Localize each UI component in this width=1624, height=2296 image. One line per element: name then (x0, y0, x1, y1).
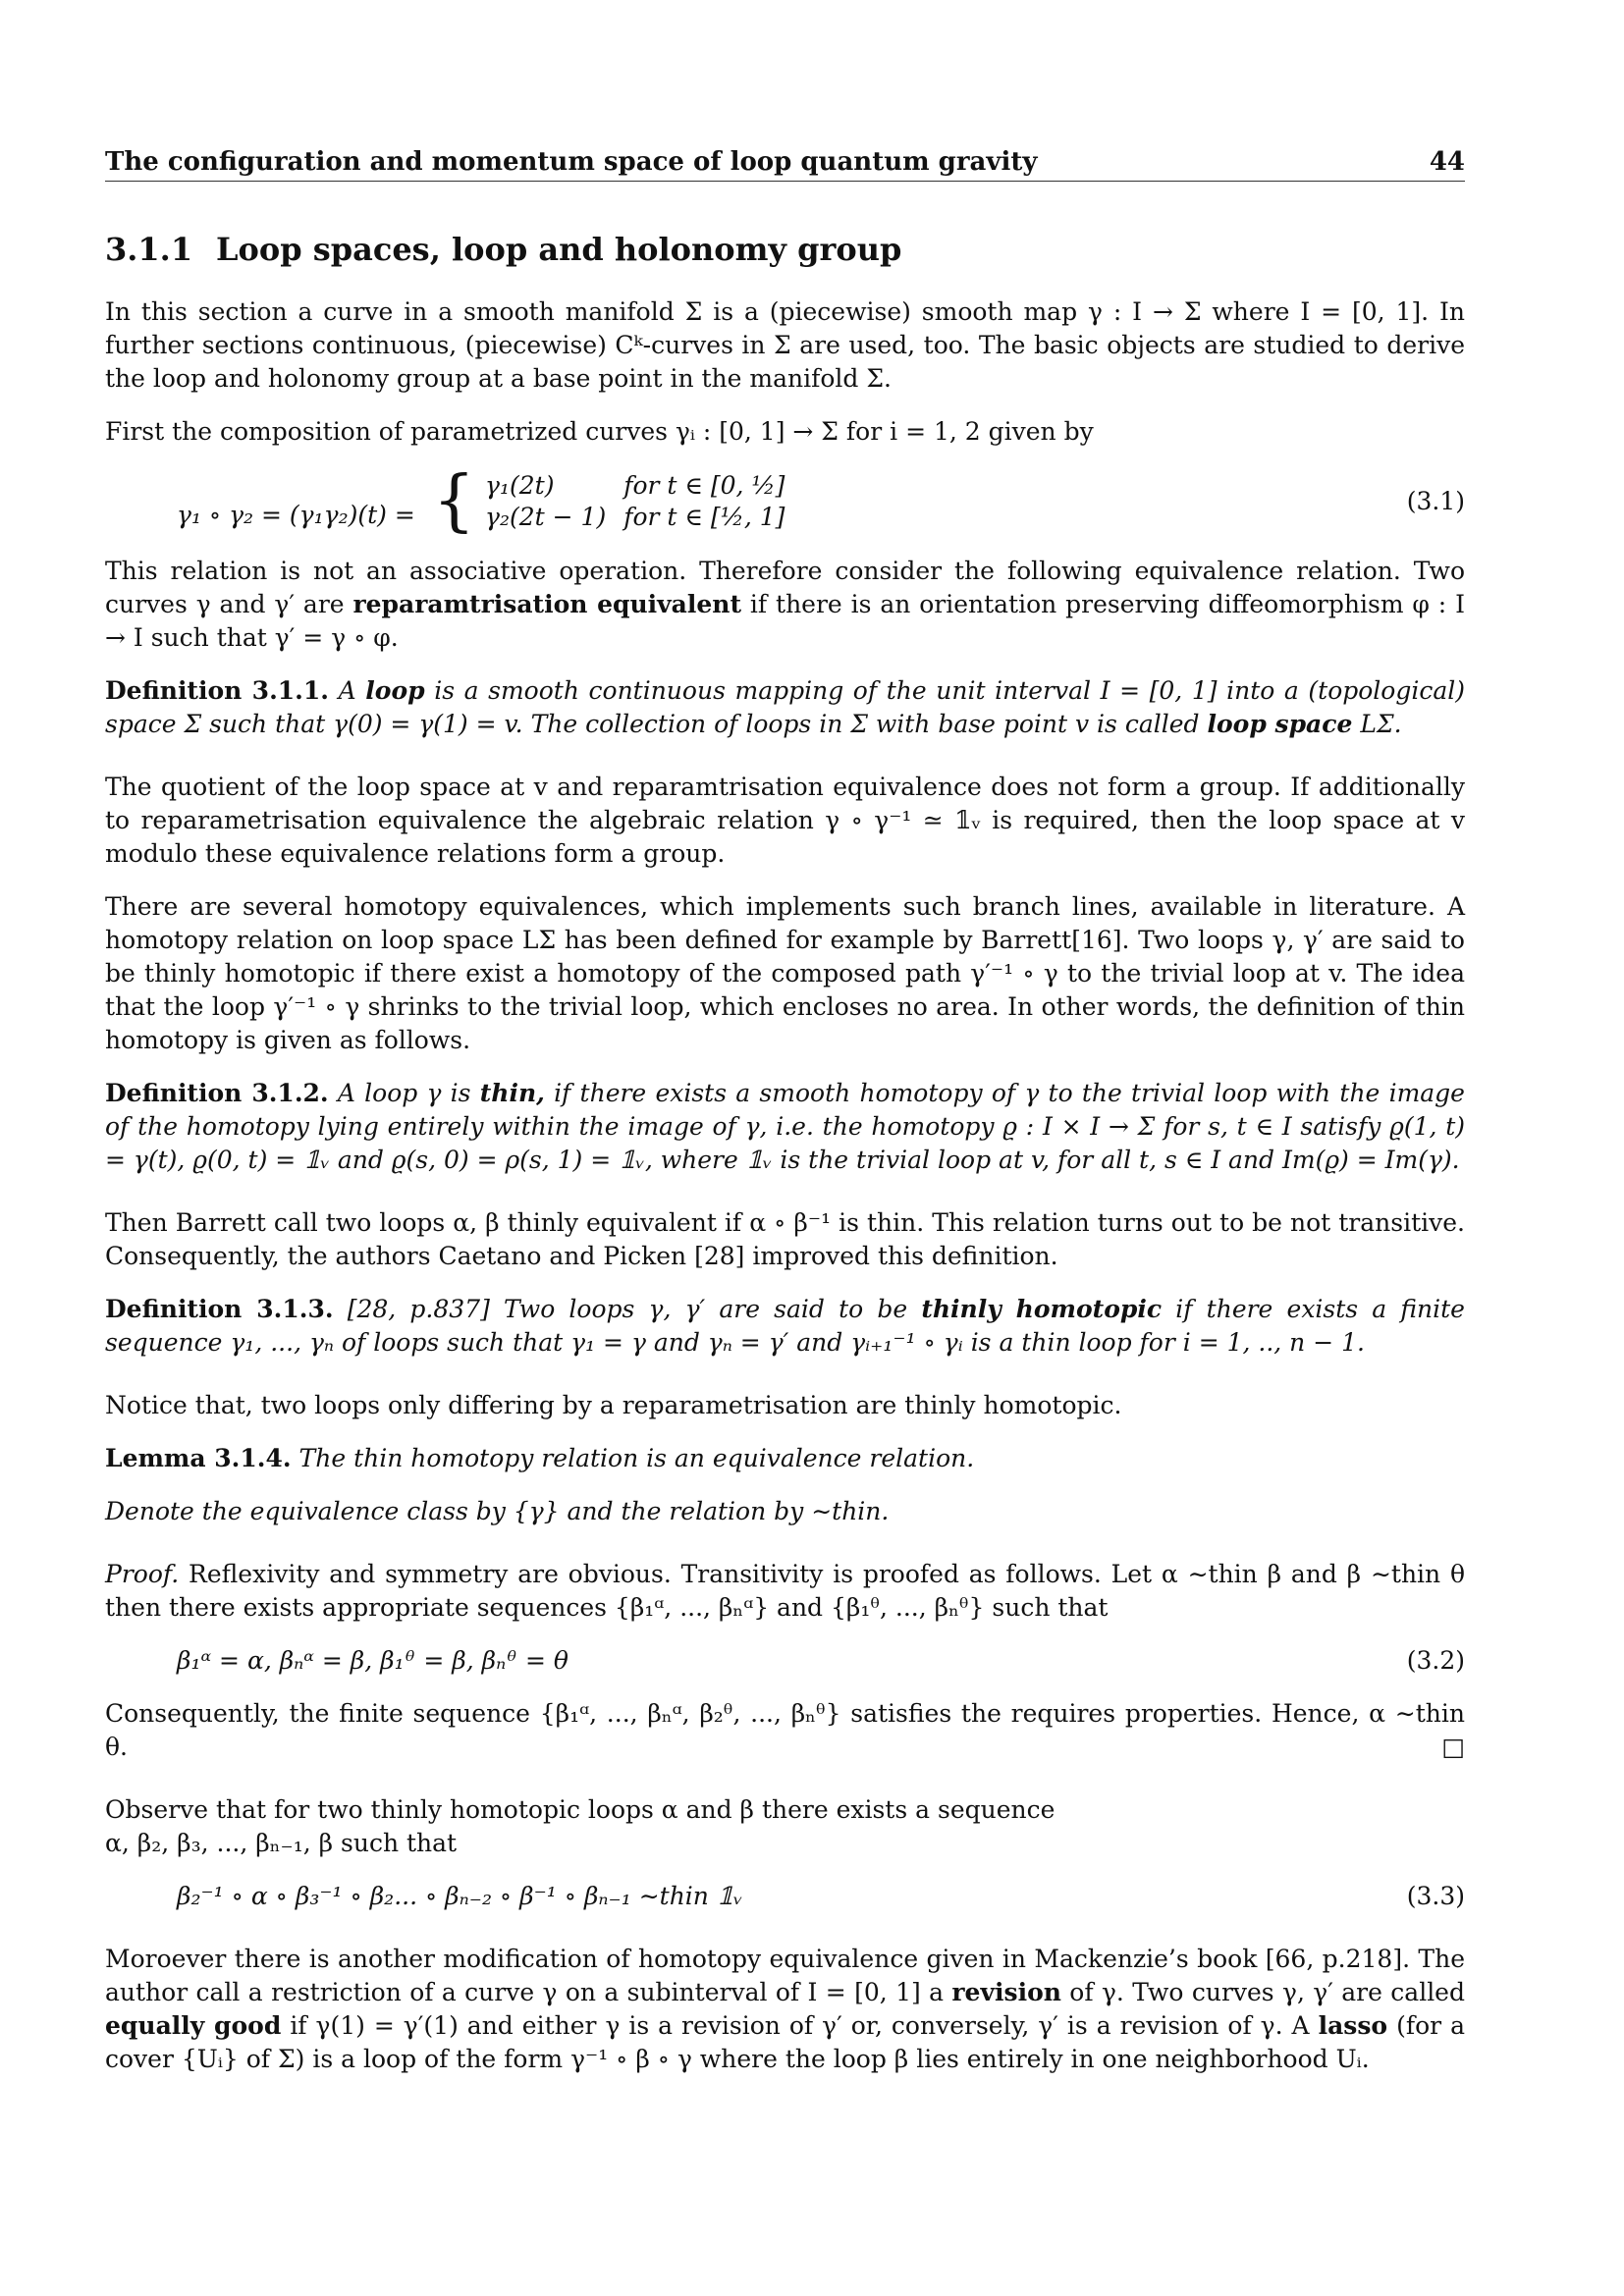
definition-3-1-1 (105, 674, 1465, 741)
section-heading (105, 231, 1465, 268)
eq1-case1-expr: γ₁(2t) (485, 471, 555, 500)
paragraph-denote: Denote the equivalence class by {γ} and the relation by ∼thin. (105, 1497, 890, 1525)
eq3-tag: (3.3) (1406, 1882, 1465, 1910)
def1-t3: LΣ. (1360, 710, 1402, 738)
def3-label: Definition 3.1.3. (105, 1295, 334, 1323)
proof (105, 1558, 1465, 1625)
def1-label: Definition 3.1.1. (105, 676, 329, 705)
section-title: Loop spaces, loop and holonomy group (216, 231, 902, 268)
lemma-3-1-4 (105, 1442, 1465, 1475)
definition-3-1-2 (105, 1077, 1465, 1177)
qed-symbol: □ (1441, 1733, 1465, 1761)
def1-t1: A (338, 676, 356, 705)
def2-b1: thin, (479, 1079, 545, 1107)
paragraph-consequently (105, 1697, 1465, 1764)
def1-t2: is a smooth continuous mapping of the unit interval I = [0, 1] into a (topological) space Σ such that γ(0) = γ(1) = v. The collection of loops in Σ with base point v is called (105, 676, 1465, 738)
paragraph-barrett: Then Barrett call two loops α, β thinly equivalent if α ∘ β⁻¹ is thin. This relation turns out to be not transitive. Consequently, the authors Caetano and Picken [28] improved this definition. (105, 1208, 1465, 1270)
p3-rest: if there is an orientation preserving diffeomorphism φ : I → I such that γ′ = γ ∘ φ. (105, 590, 1465, 652)
eq1-case1-cond: for t ∈ [0, ½] (623, 471, 785, 500)
def3-t2: if there exists a finite sequence γ₁, ..., γₙ of loops such that γ₁ = γ and γₙ = γ′ and γᵢ₊₁⁻¹ ∘ γᵢ is a thin loop for i = 1, .., n − 1. (105, 1295, 1465, 1357)
eq1-tag: (3.1) (1406, 487, 1465, 515)
page-number: 44 (1429, 147, 1465, 177)
p3-bold-term: reparamtrisation equivalent (352, 590, 741, 618)
p11-b2: equally good (105, 2011, 282, 2040)
eq1-case2-cond: for t ∈ [½, 1] (623, 503, 785, 531)
p11-t1: Moroever there is another modification of homotopy equivalence given in Mackenzie’s book [66, p.218]. The author call a restriction of a curve γ on a subinterval of I = [0, 1] a (105, 1945, 1465, 2006)
def2-t2: if there exists a smooth homotopy of γ to the trivial loop with the image of the homotopy lying entirely within the image of γ, i.e. the homotopy ϱ : I × I → Σ for s, t ∈ I satisfy ϱ(1, t) = γ(t), ϱ(0, t) = 𝟙ᵥ and ϱ(s, 0) = ρ(s, 1) = 𝟙ᵥ, where 𝟙ᵥ is the trivial loop at v, for all t, s ∈ I and Im(ϱ) = Im(γ). (105, 1079, 1465, 1174)
def3-b1: thinly homotopic (921, 1295, 1163, 1323)
paragraph-homotopy: There are several homotopy equivalences, which implements such branch lines, available in literature. A homotopy relation on loop space LΣ has been defined for example by Barrett[16]. Two loops γ, γ′ are said to be thinly homotopic if there exist a homotopy of the composed path γ′⁻¹ ∘ γ to the trivial loop at v. The idea that the loop γ′⁻¹ ∘ γ shrinks to the trivial loop, which encloses no area. In other words, the definition of thin homotopy is given as follows. (105, 892, 1465, 1054)
section-number: 3.1.1 (105, 231, 193, 268)
lemma-label: Lemma 3.1.4. (105, 1444, 292, 1472)
paragraph-mackenzie (105, 1943, 1465, 2076)
eq1-brace: { (432, 462, 476, 540)
p11-t4: (for a cover {Uᵢ} of Σ) is a loop of the form γ⁻¹ ∘ β ∘ γ where the loop β lies entirely in one neighborhood Uᵢ. (105, 2011, 1465, 2073)
p10b-text: α, β₂, β₃, ..., βₙ₋₁, β such that (105, 1829, 458, 1857)
def1-b1: loop (365, 676, 425, 705)
eq3-body: β₂⁻¹ ∘ α ∘ β₃⁻¹ ∘ β₂... ∘ βₙ₋₂ ∘ β⁻¹ ∘ βₙ₋₁ ∼thin 𝟙ᵥ (177, 1882, 743, 1910)
lemma-text: The thin homotopy relation is an equivalence relation. (298, 1444, 975, 1472)
eq1-case2-expr: γ₂(2t − 1) (485, 503, 607, 531)
proof-text: Reflexivity and symmetry are obvious. Transitivity is proofed as follows. Let α ∼thin β and β ∼thin θ then there exists appropriate sequences {β₁ᵅ, ..., βₙᵅ} and {β₁ᶿ, ..., βₙᶿ} such that (105, 1560, 1466, 1622)
equation-3-3 (105, 1880, 1465, 1913)
p11-b1: revision (951, 1978, 1061, 2006)
proof-label: Proof. (105, 1560, 180, 1588)
def2-label: Definition 3.1.2. (105, 1079, 329, 1107)
definition-3-1-3 (105, 1293, 1465, 1360)
p3-text: This relation is not an associative operation. Therefore consider the following equivalence relation. Two curves γ and γ′ are (105, 557, 1465, 618)
paragraph-notice: Notice that, two loops only differing by a reparametrisation are thinly homotopic. (105, 1391, 1122, 1419)
equation-3-2 (105, 1644, 1465, 1678)
paragraph-intro: In this section a curve in a smooth manifold Σ is a (piecewise) smooth map γ : I → Σ where I = [0, 1]. In further sections continuous, (piecewise) Cᵏ-curves in Σ are used, too. The basic objects are studied to derive the loop and holonomy group at a base point in the manifold Σ. (105, 297, 1465, 393)
page (105, 147, 1465, 2096)
running-header (105, 147, 1465, 182)
def3-t1: [28, p.837] Two loops γ, γ′ are said to be (347, 1295, 908, 1323)
eq1-cases (423, 462, 803, 540)
paragraph-composition: First the composition of parametrized curves γᵢ : [0, 1] → Σ for i = 1, 2 given by (105, 417, 1094, 446)
eq2-tag: (3.2) (1406, 1646, 1465, 1675)
p9-text: Consequently, the finite sequence {β₁ᵅ, ..., βₙᵅ, β₂ᶿ, ..., βₙᶿ} satisfies the requires properties. Hence, α ∼thin θ. (105, 1699, 1465, 1761)
equation-3-1 (105, 462, 1465, 540)
p11-b3: lasso (1318, 2011, 1388, 2040)
p10a-text: Observe that for two thinly homotopic loops α and β there exists a sequence (105, 1795, 1056, 1824)
p11-t3: if γ(1) = γ′(1) and either γ is a revision of γ′ or, conversely, γ′ is a revision of γ. A (290, 2011, 1310, 2040)
p11-t2: of γ. Two curves γ, γ′ are called (1069, 1978, 1465, 2006)
def2-t1: A loop γ is (337, 1079, 471, 1107)
paragraph-quotient: The quotient of the loop space at v and reparamtrisation equivalence does not form a group. If additionally to reparametrisation equivalence the algebraic relation γ ∘ γ⁻¹ ≃ 𝟙ᵥ is required, then the loop space at v modulo these equivalence relations form a group. (105, 773, 1465, 868)
paragraph-reparam (105, 555, 1465, 655)
def1-b2: loop space (1207, 710, 1353, 738)
header-title: The configuration and momentum space of loop quantum gravity (105, 147, 1038, 177)
paragraph-observe (105, 1793, 1465, 1860)
eq1-lhs: γ₁ ∘ γ₂ = (γ₁γ₂)(t) = (177, 501, 415, 529)
eq2-body: β₁ᵅ = α, βₙᵅ = β, β₁ᶿ = β, βₙᶿ = θ (177, 1646, 568, 1675)
